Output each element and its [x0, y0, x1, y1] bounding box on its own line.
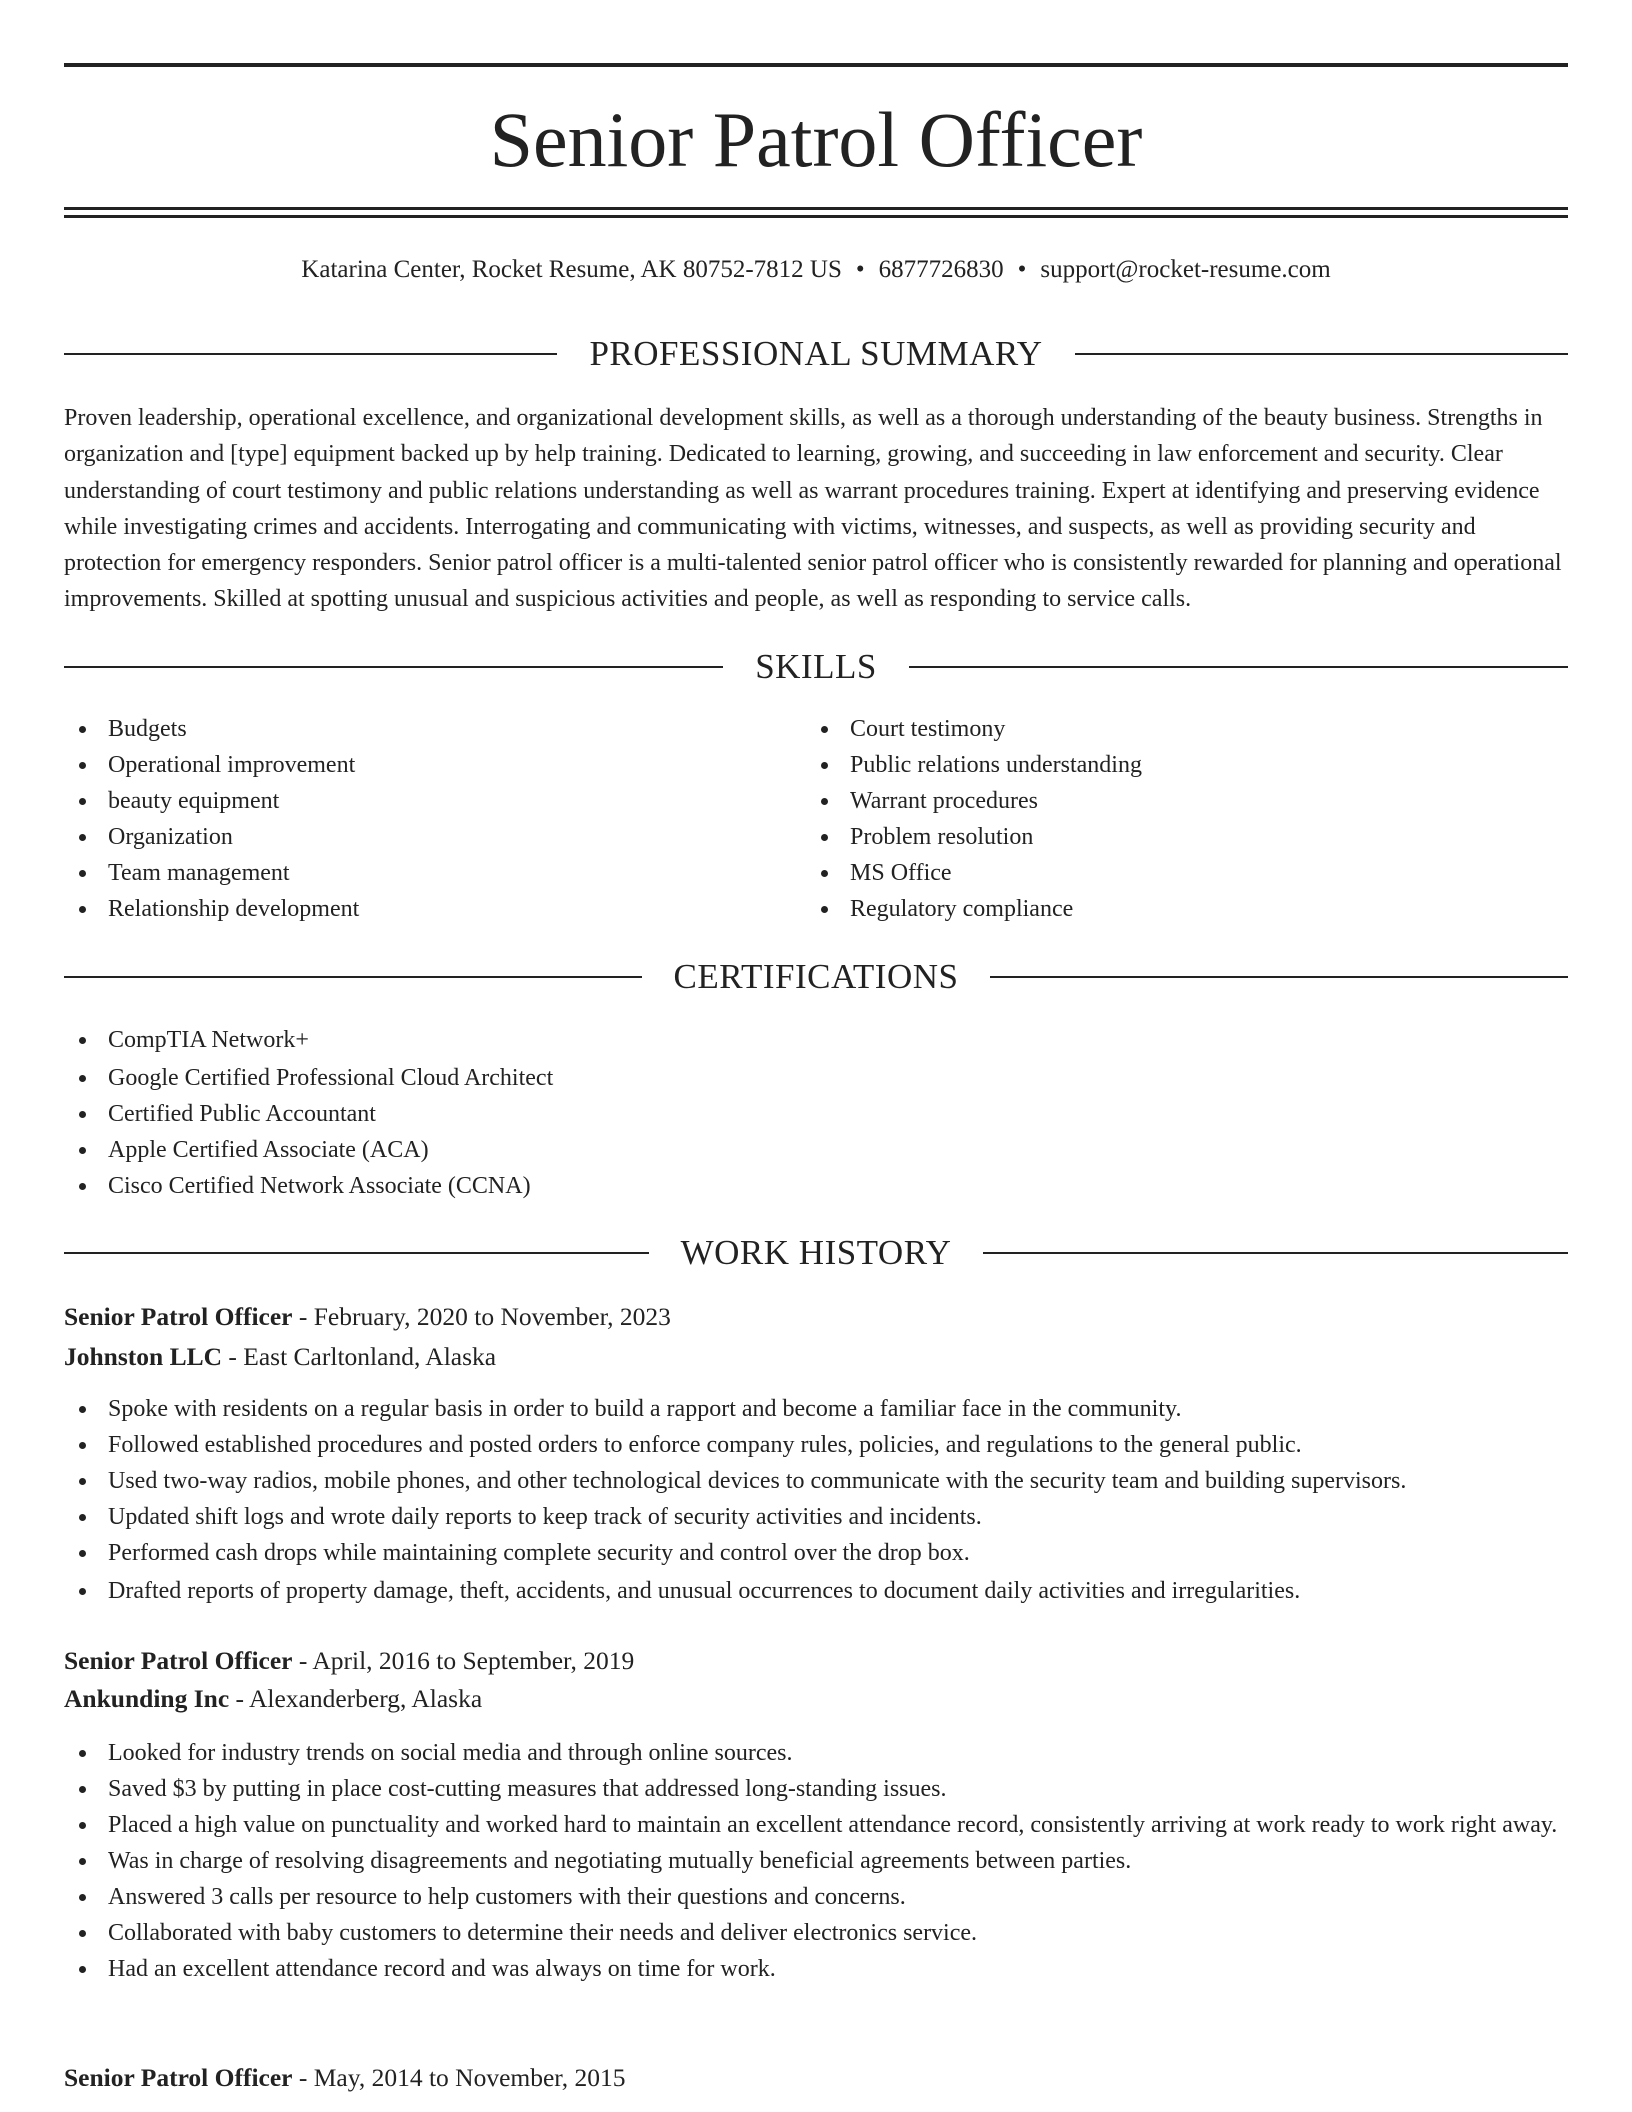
job-location: - Alexanderberg, Alaska — [229, 1684, 483, 1713]
heading-rule-right — [983, 1252, 1568, 1254]
job-dates: - April, 2016 to September, 2019 — [292, 1646, 635, 1675]
job-duty-item: Spoke with residents on a regular basis in order to build a rapport and become a familiar face in the community. — [64, 1391, 1568, 1427]
certifications-section-heading — [64, 955, 1568, 999]
skills-list-right — [806, 711, 1566, 927]
skill-item: Operational improvement — [64, 747, 804, 783]
job-location: - East Carltonland, Alaska — [222, 1342, 497, 1371]
certification-item: Cisco Certified Network Associate (CCNA) — [64, 1168, 1568, 1204]
work-history-heading-label: WORK HISTORY — [680, 1233, 952, 1272]
skill-item: Court testimony — [806, 711, 1566, 747]
job-title-line — [64, 1643, 1568, 1679]
job-duty-item: Followed established procedures and posted orders to enforce company rules, policies, and regulations to the general public. — [64, 1427, 1568, 1463]
heading-rule-right — [1075, 353, 1568, 355]
skills-section-heading — [64, 645, 1568, 689]
page-title: Senior Patrol Officer — [489, 96, 1143, 183]
job-company: Ankunding Inc — [64, 1684, 230, 1713]
job-dates: - May, 2014 to November, 2015 — [292, 2063, 626, 2092]
certification-item: Google Certified Professional Cloud Architect — [64, 1060, 1568, 1096]
job-duty-item: Drafted reports of property damage, theft, accidents, and unusual occurrences to document daily activities and irregularities. — [64, 1573, 1568, 1609]
job-duty-item: Collaborated with baby customers to determine their needs and deliver electronics service. — [64, 1915, 1568, 1951]
skill-item: MS Office — [806, 855, 1566, 891]
certification-item: Apple Certified Associate (ACA) — [64, 1132, 1568, 1168]
contact-line — [64, 253, 1568, 287]
job-company-line — [64, 1339, 1568, 1375]
certifications-list — [64, 1022, 1568, 1204]
contact-email: support@rocket-resume.com — [1040, 256, 1331, 283]
certifications-heading-label: CERTIFICATIONS — [673, 957, 959, 996]
contact-phone: 6877726830 — [878, 256, 1004, 283]
job-title: Senior Patrol Officer — [64, 2063, 293, 2092]
title-rule-lower — [64, 215, 1568, 218]
summary-heading-label: PROFESSIONAL SUMMARY — [589, 334, 1043, 373]
skill-item: Regulatory compliance — [806, 891, 1566, 927]
job-duty-item: Saved $3 by putting in place cost-cutting measures that addressed long-standing issues. — [64, 1771, 1568, 1807]
skills-heading-label: SKILLS — [755, 647, 877, 686]
contact-separator: • — [855, 256, 865, 283]
title-rule-upper — [64, 207, 1568, 210]
job-dates: - February, 2020 to November, 2023 — [292, 1302, 671, 1331]
contact-address: Katarina Center, Rocket Resume, AK 80752-7812 US — [301, 256, 842, 283]
job-company: Johnston LLC — [64, 1342, 223, 1371]
job-title-line — [64, 1299, 1568, 1335]
job-duty-item: Was in charge of resolving disagreements and negotiating mutually beneficial agreements between parties. — [64, 1843, 1568, 1879]
heading-rule-left — [64, 976, 642, 978]
job-duty-item: Had an excellent attendance record and was always on time for work. — [64, 1951, 1568, 1987]
skill-item: Relationship development — [64, 891, 804, 927]
job-duty-item: Looked for industry trends on social media and through online sources. — [64, 1735, 1568, 1771]
heading-rule-left — [64, 1252, 649, 1254]
job-duty-item: Updated shift logs and wrote daily reports to keep track of security activities and incidents. — [64, 1499, 1568, 1535]
heading-rule-left — [64, 353, 557, 355]
job-duties-list — [64, 1391, 1568, 1609]
certification-item: CompTIA Network+ — [64, 1022, 1568, 1058]
job-company-line — [64, 1681, 1568, 1717]
job-title-line — [64, 2060, 1568, 2096]
skill-item: Team management — [64, 855, 804, 891]
skill-item: Problem resolution — [806, 819, 1566, 855]
top-rule — [64, 63, 1568, 67]
job-title: Senior Patrol Officer — [64, 1646, 293, 1675]
skills-list-left — [64, 711, 804, 927]
skill-item: beauty equipment — [64, 783, 804, 819]
work-history-section-heading — [64, 1231, 1568, 1275]
job-duty-item: Used two-way radios, mobile phones, and other technological devices to communicate with the security team and building supervisors. — [64, 1463, 1568, 1499]
skill-item: Organization — [64, 819, 804, 855]
job-duty-item: Performed cash drops while maintaining complete security and control over the drop box. — [64, 1535, 1568, 1571]
heading-rule-left — [64, 666, 723, 668]
heading-rule-right — [990, 976, 1568, 978]
contact-separator: • — [1017, 256, 1027, 283]
summary-section-heading — [64, 332, 1568, 376]
skill-item: Warrant procedures — [806, 783, 1566, 819]
job-duties-list — [64, 1735, 1568, 1987]
job-duty-item: Answered 3 calls per resource to help customers with their questions and concerns. — [64, 1879, 1568, 1915]
summary-text: Proven leadership, operational excellence, and organizational development skills, as well as a thorough understanding of the beauty business. Strengths in organization and [type] equipment backed up by help training. Dedicated to learning, growing, and succeeding in law enforcement and security. Clear understanding of court testimony and public relations understanding as well as warrant procedures training. Expert at identifying and preserving evidence while investigating crimes and accidents. Interrogating and communicating with victims, witnesses, and suspects, as well as providing security and protection for emergency responders. Senior patrol officer is a multi-talented senior patrol officer who is consistently rewarded for planning and operational improvements. Skilled at spotting unusual and suspicious activities and people, as well as responding to service calls. — [64, 405, 1562, 613]
job-title: Senior Patrol Officer — [64, 1302, 293, 1331]
skill-item: Budgets — [64, 711, 804, 747]
heading-rule-right — [909, 666, 1568, 668]
skill-item: Public relations understanding — [806, 747, 1566, 783]
job-duty-item: Placed a high value on punctuality and worked hard to maintain an excellent attendance record, consistently arriving at work ready to work right away. — [64, 1807, 1568, 1843]
certification-item: Certified Public Accountant — [64, 1096, 1568, 1132]
